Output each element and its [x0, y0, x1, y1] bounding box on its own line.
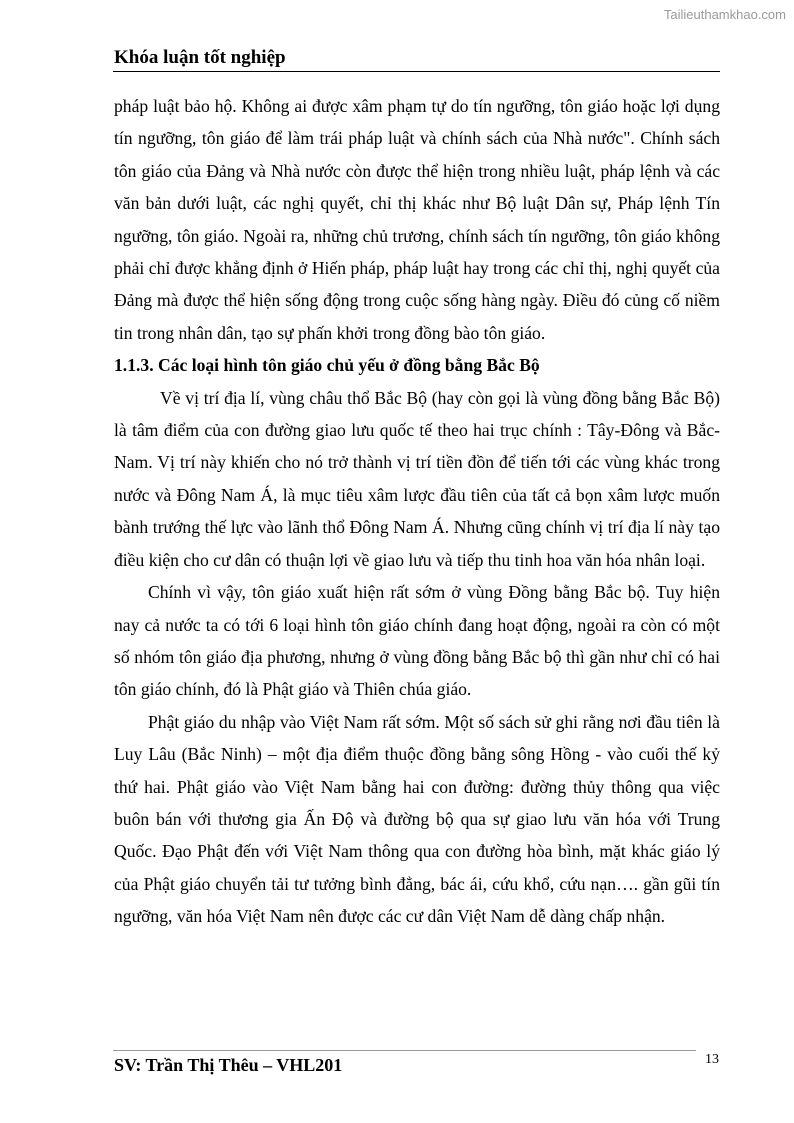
page-header-title: Khóa luận tốt nghiệp [114, 47, 286, 68]
section-heading: 1.1.3. Các loại hình tôn giáo chủ yếu ở đồng bằng Bắc Bộ [114, 355, 540, 376]
paragraph-geography: Về vị trí địa lí, vùng châu thổ Bắc Bộ (hay còn gọi là vùng đồng bằng Bắc Bộ) là tâm điểm của con đường giao lưu quốc tế theo hai trục chính : Tây-Đông và Bắc-Nam. Vị trí này khiến cho nó trở thành vị trí tiền đồn để tiến tới các vùng khác trong nước và Đông Nam Á, là mục tiêu xâm lược đầu tiên của tất cả bọn xâm lược muốn bành trướng thế lực vào lãnh thổ Đông Nam Á. Nhưng cũng chính vị trí địa lí này tạo điều kiện cho cư dân có thuận lợi về giao lưu và tiếp thu tinh hoa văn hóa nhân loại. [114, 387, 720, 570]
paragraph-buddhism: Phật giáo du nhập vào Việt Nam rất sớm. Một số sách sử ghi rằng nơi đầu tiên là Luy Lâu (Bắc Ninh) – một địa điểm thuộc đồng bằng sông Hồng - vào cuối thế kỷ thứ hai. Phật giáo vào Việt Nam bằng hai con đường: đường thủy thông qua việc buôn bán với thương gia Ấn Độ và đường bộ qua sự giao lưu văn hóa với Trung Quốc. Đạo Phật đến với Việt Nam thông qua con đường hòa bình, mặt khác giáo lý của Phật giáo chuyển tải tư tưởng bình đẳng, bác ái, cứu khổ, cứu nạn…. gần gũi tín ngưỡng, văn hóa Việt Nam nên được các cư dân Việt Nam dễ dàng chấp nhận. [114, 711, 720, 927]
page-number: 13 [705, 1052, 719, 1067]
paragraph-continuation: pháp luật bảo hộ. Không ai được xâm phạm tự do tín ngưỡng, tôn giáo hoặc lợi dụng tín ngưỡng, tôn giáo để làm trái pháp luật và chính sách của Nhà nước". Chính sách tôn giáo của Đảng và Nhà nước còn được thể hiện trong nhiều luật, pháp lệnh và các văn bản dưới luật, các nghị quyết, chỉ thị khác như Bộ luật Dân sự, Pháp lệnh Tín ngưỡng, tôn giáo. Ngoài ra, những chủ trương, chính sách tín ngưỡng, tôn giáo không phải chỉ được khẳng định ở Hiến pháp, pháp luật hay trong các chỉ thị, nghị quyết của Đảng mà được thể hiện sống động trong cuộc sống hàng ngày. Điều đó củng cố niềm tin trong nhân dân, tạo sự phấn khởi trong đồng bào tôn giáo. [114, 96, 720, 343]
footer-student-name: SV: Trần Thị Thêu – VHL201 [114, 1055, 343, 1075]
paragraph-religions: Chính vì vậy, tôn giáo xuất hiện rất sớm ở vùng Đồng bằng Bắc bộ. Tuy hiện nay cả nước ta có tới 6 loại hình tôn giáo chính đang hoạt động, ngoài ra còn có một số nhóm tôn giáo địa phương, nhưng ở vùng đồng bằng Bắc bộ thì gần như chỉ có hai tôn giáo chính, đó là Phật giáo và Thiên chúa giáo. [114, 582, 720, 700]
watermark: Tailieuthamkhao.com [663, 7, 786, 22]
header-divider [113, 71, 720, 72]
footer-divider [113, 1050, 696, 1051]
document-body [114, 90, 720, 933]
